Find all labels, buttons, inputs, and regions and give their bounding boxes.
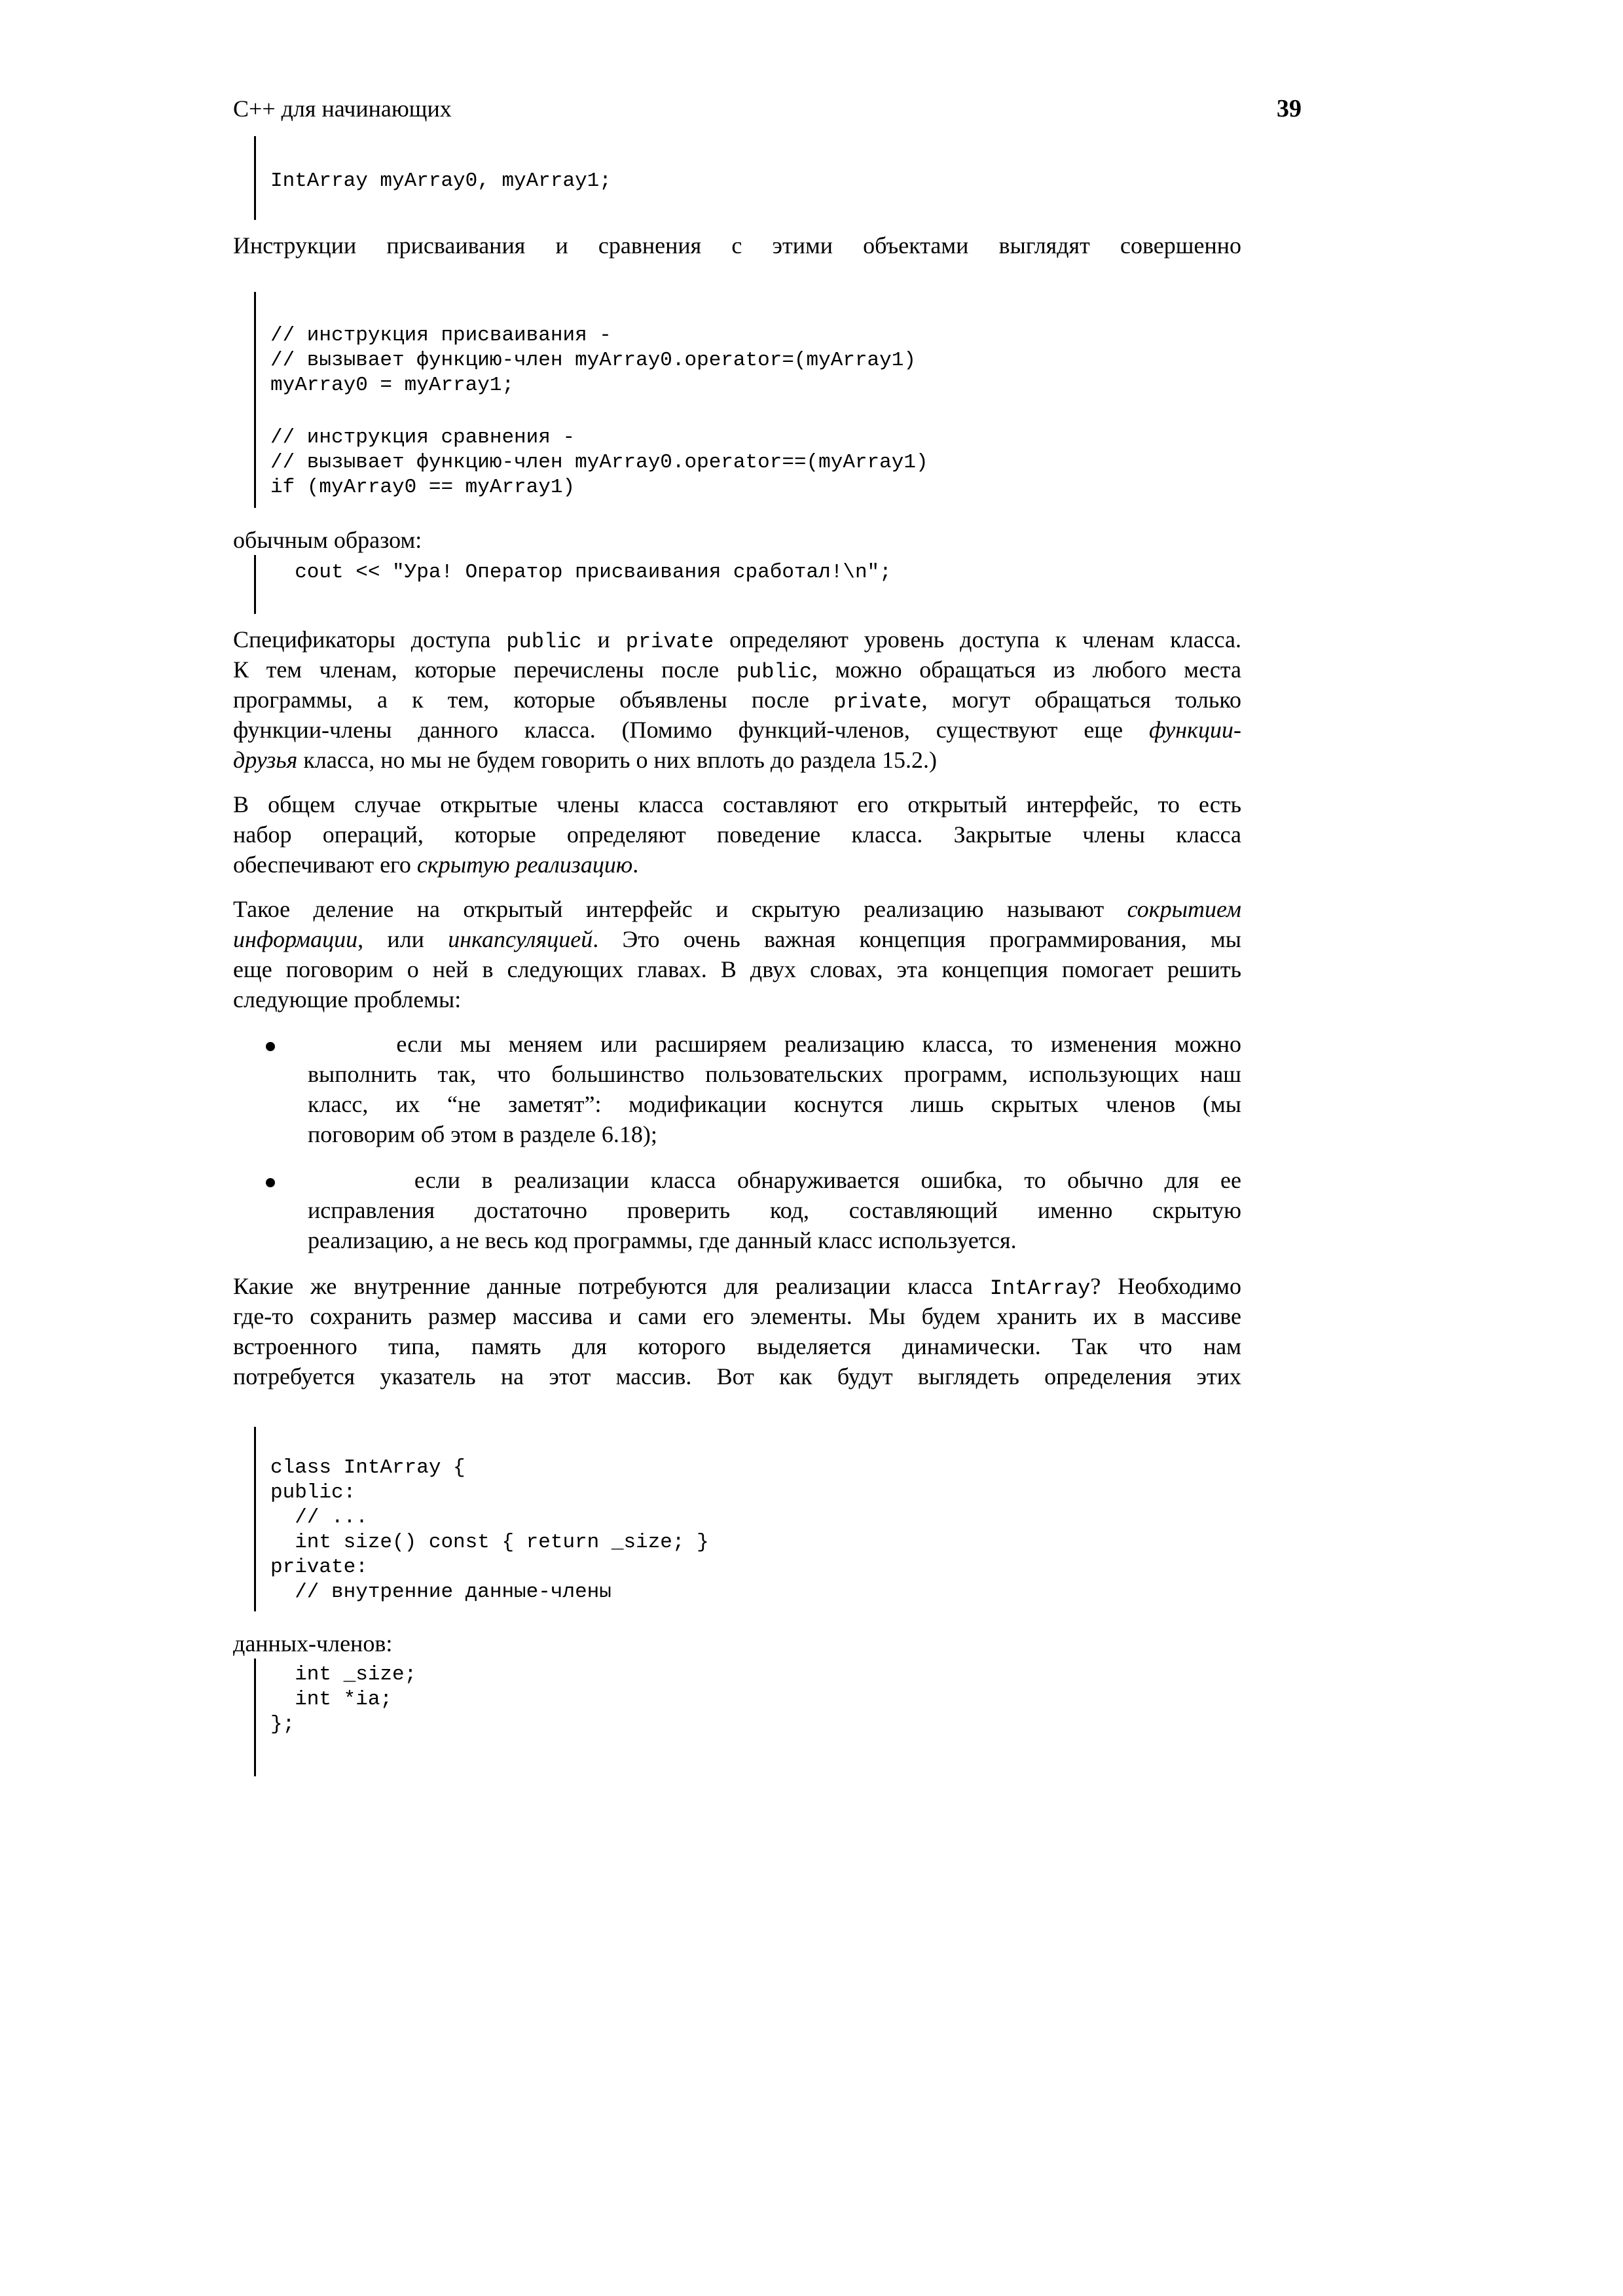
code-line: // ... xyxy=(270,1506,368,1529)
paragraph-access-specifiers xyxy=(233,624,1241,775)
text-line: еще поговорим о ней в следующих главах. В двух словах, эта концепция помогает решить xyxy=(233,956,1241,982)
text-line: информации, или инкапсуляцией. Это очень важная концепция программирования, мы xyxy=(233,926,1241,952)
code-line: if (myArray0 == myArray1) xyxy=(270,476,575,499)
code-block-assignment-comparison xyxy=(254,292,928,508)
code-line: // вызывает функцию-член myArray0.operator==(myArray1) xyxy=(270,451,928,474)
text-line: программы, а к тем, которые объявлены после private, могут обращаться только xyxy=(233,687,1242,714)
code-line: public: xyxy=(270,1481,356,1504)
paragraph-public-interface xyxy=(233,789,1241,880)
text-line: функции-члены данного класса. (Помимо функций-членов, существуют еще функции- xyxy=(233,717,1241,743)
code-line: // инструкция сравнения - xyxy=(270,426,575,449)
code-line: // внутренние данные-члены xyxy=(270,1581,611,1604)
text-line: В общем случае открытые члены класса составляют его открытый интерфейс, то есть xyxy=(233,791,1241,817)
paragraph: данных-членов: xyxy=(233,1630,393,1657)
text-line: если мы меняем или расширяем реализацию класса, то изменения можно xyxy=(308,1031,1241,1057)
code-block-data-members xyxy=(254,1659,417,1776)
text-line: если в реализации класса обнаруживается ошибка, то обычно для ее xyxy=(308,1167,1241,1193)
running-header: C++ для начинающих xyxy=(233,96,452,122)
paragraph: обычным образом: xyxy=(233,527,422,553)
text-line: поговорим об этом в разделе 6.18); xyxy=(308,1121,657,1147)
code-line: // инструкция присваивания - xyxy=(270,324,611,347)
text-line: исправления достаточно проверить код, составляющий именно скрытую xyxy=(308,1197,1241,1223)
text-line: Спецификаторы доступа public и private определяют уровень доступа к членам класса. xyxy=(233,626,1241,654)
code-block-output xyxy=(254,555,892,614)
page-number: 39 xyxy=(1277,95,1302,122)
text-line: обеспечивают его скрытую реализацию. xyxy=(233,852,639,878)
paragraph-encapsulation xyxy=(233,894,1241,1014)
text-line: встроенного типа, память для которого выделяется динамически. Так что нам xyxy=(233,1333,1241,1359)
text-line: потребуется указатель на этот массив. Вот как будут выглядеть определения этих xyxy=(233,1363,1241,1390)
code-line: }; xyxy=(270,1713,295,1736)
text-line: выполнить так, что большинство пользовательских программ, использующих наш xyxy=(308,1061,1241,1087)
text-line: набор операций, которые определяют поведение класса. Закрытые члены класса xyxy=(233,821,1241,848)
text-line: Инструкции присваивания и сравнения с этими объектами выглядят совершенно xyxy=(233,232,1241,259)
code-block-class-definition xyxy=(254,1427,709,1611)
text-line: Такое деление на открытый интерфейс и скрытую реализацию называют сокрытием xyxy=(233,896,1241,922)
code-line: class IntArray { xyxy=(270,1456,465,1479)
bullet-icon xyxy=(266,1178,275,1187)
code-line: cout << "Ура! Оператор присваивания сработал!\n"; xyxy=(270,561,892,584)
text-line: друзья класса, но мы не будем говорить о них вплоть до раздела 15.2.) xyxy=(233,747,938,773)
code-line: int _size; xyxy=(270,1663,417,1686)
code-line: // вызывает функцию-член myArray0.operator=(myArray1) xyxy=(270,349,916,372)
code-line: private: xyxy=(270,1556,368,1579)
text-line: реализацию, а не весь код программы, где данный класс используется. xyxy=(308,1227,1017,1253)
paragraph xyxy=(233,230,1241,260)
code-line: IntArray myArray0, myArray1; xyxy=(270,170,611,192)
text-line: класс, их “не заметят”: модификации коснутся лишь скрытых членов (мы xyxy=(308,1091,1241,1117)
text-line: К тем членам, которые перечислены после public, можно обращаться из любого места xyxy=(233,656,1241,684)
list-item xyxy=(308,1165,1241,1255)
code-block-declaration xyxy=(254,136,611,220)
text-line: Какие же внутренние данные потребуются для реализации класса IntArray? Необходимо xyxy=(233,1273,1241,1300)
code-line: int size() const { return _size; } xyxy=(270,1531,709,1554)
paragraph-internal-data xyxy=(233,1271,1241,1391)
list-item xyxy=(308,1029,1241,1149)
text-line: где-то сохранить размер массива и сами его элементы. Мы будем хранить их в массиве xyxy=(233,1303,1241,1329)
text-line: следующие проблемы: xyxy=(233,986,462,1013)
bullet-icon xyxy=(266,1042,275,1051)
code-line: myArray0 = myArray1; xyxy=(270,374,515,397)
code-line: int *ia; xyxy=(270,1688,393,1711)
